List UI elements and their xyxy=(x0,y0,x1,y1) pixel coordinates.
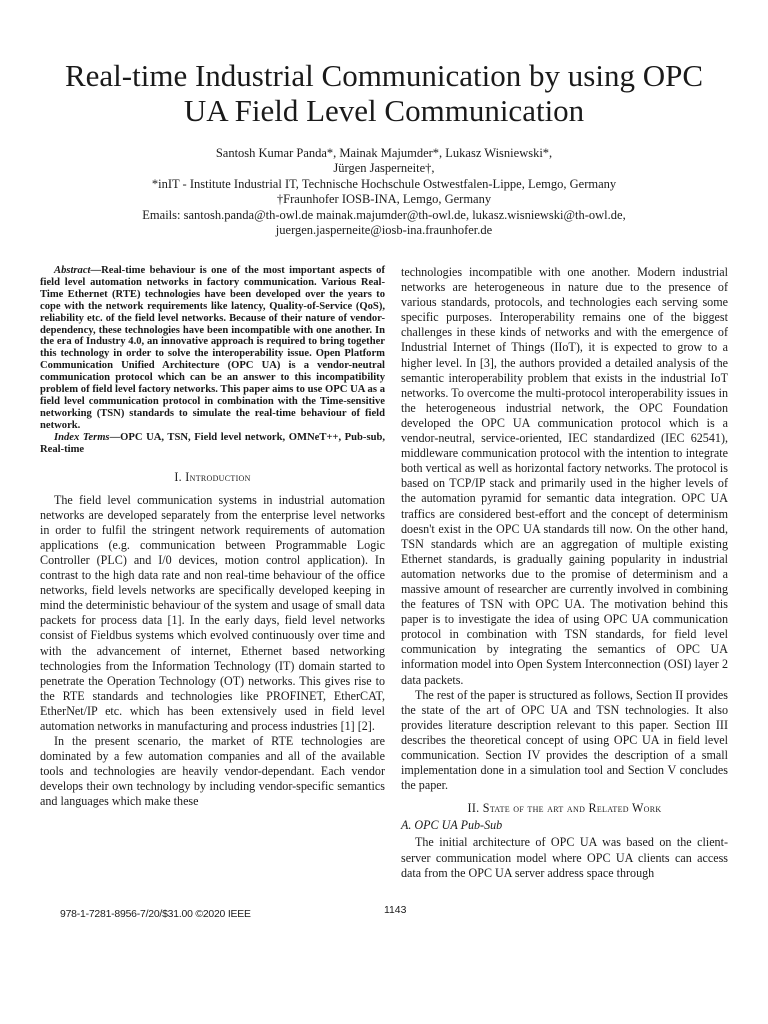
affiliation-1: *inIT - Institute Industrial IT, Technische Hochschule Ostwestfalen-Lippe, Lemgo, Germany xyxy=(151,176,617,191)
intro-paragraph-3: The rest of the paper is structured as follows, Section II provides the state of the art of OPC UA and TSN technologies. It also provides literature description relevant to this paper. Section III describes the theoretical concept of using OPC UA in field level communication. Section IV provides the description of a small implementation done in a simulation tool and Section V concludes the paper. xyxy=(401,687,729,793)
section-heading-state-of-art: II. State of the art and Related Work xyxy=(467,801,662,816)
section-heading-introduction: I. Introduction xyxy=(174,469,251,484)
subsection-heading-pubsub: A. OPC UA Pub-Sub xyxy=(401,818,503,833)
index-terms-label: Index Terms xyxy=(54,431,110,443)
paper-title: Real-time Industrial Communication by using OPC UA Field Level Communication xyxy=(64,58,704,128)
page-number: 1143 xyxy=(384,905,407,916)
copyright-notice: 978-1-7281-8956-7/20/$31.00 ©2020 IEEE xyxy=(60,909,251,920)
emails-line-1: Emails: santosh.panda@th-owl.de mainak.majumder@th-owl.de, lukasz.wisniewski@th-owl.de, xyxy=(142,207,626,222)
index-terms xyxy=(40,432,385,456)
abstract-text: —Real-time behaviour is one of the most important aspects of field level automation networks in factory communication. Various Real-Time Ethernet (RTE) technologies have been developed over the years to cope with the network requirements like latency, Quality-of-Service (QoS), reliability etc. of the field level networks. Because of their nature of vendor-dependency, these technologies have been incompatible with one another. In the era of Industry 4.0, an innovative approach is required to bring together this technology in order to solve the interoperability issue. Open Platform Communication Unified Architecture (OPC UA) is a vendor-neutral communication protocol which can be an answer to this incompatibility problem of field level factory networks. This paper aims to use OPC UA as a field level communication protocol in combination with the Time-sensitive networking (TSN) standards to simulate the real-time behaviour of field network. xyxy=(40,265,385,431)
index-terms-text: —OPC UA, TSN, Field level network, OMNeT++, Pub-sub, Real-time xyxy=(40,431,385,455)
authors-line-2: Jürgen Jasperneite†, xyxy=(333,161,435,176)
state-of-art-paragraph-1: The initial architecture of OPC UA was based on the client-server communication model where OPC UA clients can access data from the OPC UA server address space through xyxy=(401,835,728,880)
intro-paragraph-2: In the present scenario, the market of RTE technologies are dominated by a few automation companies and all of the available tools and technologies are heavily vendor-dependant. Each vendor develops their own technology by including vendor-specific semantics and languages which make these xyxy=(40,734,385,809)
authors-line-1: Santosh Kumar Panda*, Mainak Majumder*, Lukasz Wisniewski*, xyxy=(215,146,553,160)
author-block xyxy=(40,146,728,238)
abstract xyxy=(40,265,385,432)
right-column xyxy=(401,265,728,881)
emails-line-2: juergen.jasperneite@iosb-ina.fraunhofer.de xyxy=(275,223,493,238)
abstract-label: Abstract xyxy=(54,265,91,276)
intro-paragraph-1: The field level communication systems in industrial automation networks are developed separately from the enterprise level networks in order to fulfil the stringent network requirements of automation applications (e.g. communication between Programmable Logic Controller (PLC) and I/0 devices, motion control application). In contrast to the high data rate and non real-time behaviour of the office networks, field levels networks are specifically developed keeping in mind the deterministic behaviour of the system and usage of small data packets for process data [1]. In the early days, field level networks consist of Fieldbus systems which evolved continuously over time and with the advancement of internet, Ethernet based networking technologies from the Information Technology (IT) domain started to penetrate the Operation Technology (OT) networks. This gives rise to the RTE standards and technologies like PROFINET, EtherCAT, EtherNet/IP etc. which has been extensively used in field level automation networks in manufacturing and process industries [1] [2]. xyxy=(40,492,385,733)
affiliation-2: †Fraunhofer IOSB-INA, Lemgo, Germany xyxy=(276,192,492,207)
intro-paragraph-2-continued: technologies incompatible with one another. Modern industrial networks are heterogeneous in nature due to the presence of various standards, protocols, and technologies each serving some specific purposes. Interoperability remains one of the biggest challenges in these kinds of networks and with the emergence of Industrial Internet of Things (IIoT), it is expected to grow to a higher level. In [3], the authors provided a detailed analysis of the semantic interoperability problem that exists in the industrial IoT networks. To overcome the multi-protocol interoperability issues in the heterogeneous industrial network, the OPC Foundation developed the OPC UA communication protocol which is a vendor-neutral, service-oriented, IEC standardized (IEC 62541), middleware communication protocol with the intention to integrate both vertical as well as horizontal factory networks. The protocol is based on TCP/IP stack and primarily used in the higher levels of the automation pyramid for semantic data integration. OPC UA traffics are considered best-effort and the concept of determinism doesn't exist in the OPC UA standards till now. On the other hand, TSN standards which are an aggregation of multiple existing Ethernet standards, is gradually gaining popularity in industrial automation networks due to the promise of determinism and a massive amount of researcher are currently involved in combining the features of TSN with OPC UA. The motivation behind this paper is to investigate the idea of using OPC UA communication protocol in combination with TSN standards, for field level communication by integrating the semantics of OPC UA information model into Open System Interconnection (OSI) layer 2 data packets. xyxy=(401,265,728,687)
left-column xyxy=(40,265,385,810)
